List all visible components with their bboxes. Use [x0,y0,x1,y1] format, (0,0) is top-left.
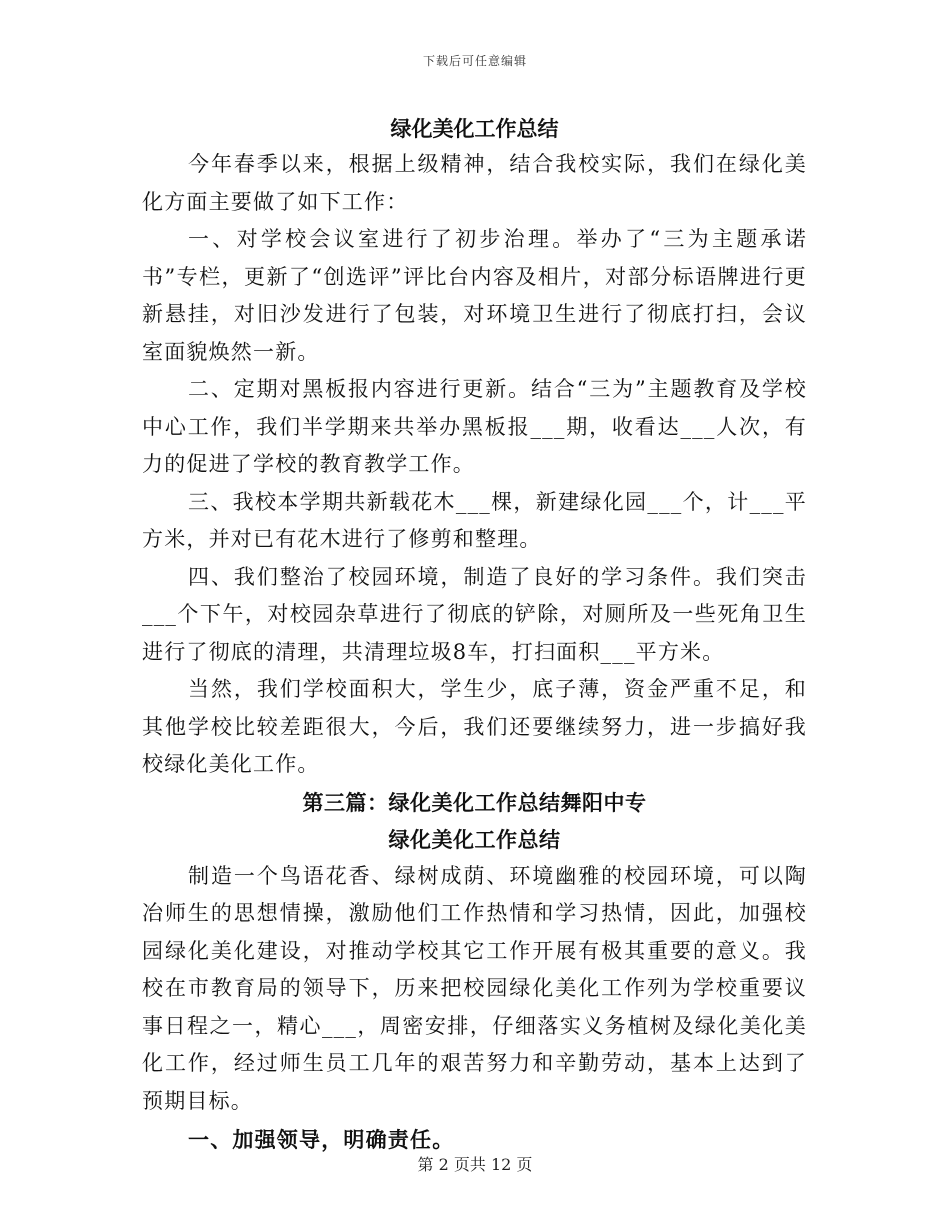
section-title: 第三篇：绿化美化工作总结舞阳中专 [302,789,647,815]
paragraph-item-4: 四、我们整治了校园环境，制造了良好的学习条件。我们突击___个下午，对校园杂草进行了彻底的铲除，对厕所及一些死角卫生进行了彻底的清理，共清理垃圾8车，打扫面积___平方米。 [142,564,807,664]
paragraph-item-2: 二、定期对黑板报内容进行更新。结合“三为”主题教育及学校中心工作，我们半学期来共举办黑板报___期，收看达___人次，有力的促进了学校的教育教学工作。 [142,377,807,476]
paragraph-conclusion: 当然，我们学校面积大，学生少，底子薄，资金严重不足，和其他学校比较差距很大，今后，我们还要继续努力，进一步搞好我校绿化美化工作。 [142,677,807,776]
page-number: 第 2 页共 12 页 [417,1155,533,1174]
paragraph-item-1: 一、对学校会议室进行了初步治理。举办了“三为主题承诺书”专栏，更新了“创选评”评比台内容及相片，对部分标语牌进行更新悬挂，对旧沙发进行了包装，对环境卫生进行了彻底打扫，会议室面貌焕然一新。 [142,227,807,364]
bold-heading: 一、加强领导，明确责任。 [188,1127,455,1152]
header-note: 下载后可任意编辑 [422,54,527,68]
section-paragraph: 制造一个鸟语花香、绿树成荫、环境幽雅的校园环境，可以陶冶师生的思想情操，激励他们工作热情和学习热情，因此，加强校园绿化美化建设，对推动学校其它工作开展有极其重要的意义。我校在市教育局的领导下，历来把校园绿化美化工作列为学校重要议事日程之一，精心___，周密安排，仔细落实义务植树及绿化美化美化工作，经过师生员工几年的艰苦努力和辛勤劳动，基本上达到了预期目标。 [142,863,807,1113]
document-title: 绿化美化工作总结 [390,116,559,141]
paragraph-intro: 今年春季以来，根据上级精神，结合我校实际，我们在绿化美化方面主要做了如下工作： [142,152,807,214]
section-subtitle: 绿化美化工作总结 [388,826,561,852]
document-body [142,112,807,1160]
paragraph-item-3: 三、我校本学期共新载花木___棵，新建绿化园___个，计___平方米，并对已有花木进行了修剪和整理。 [142,489,807,551]
